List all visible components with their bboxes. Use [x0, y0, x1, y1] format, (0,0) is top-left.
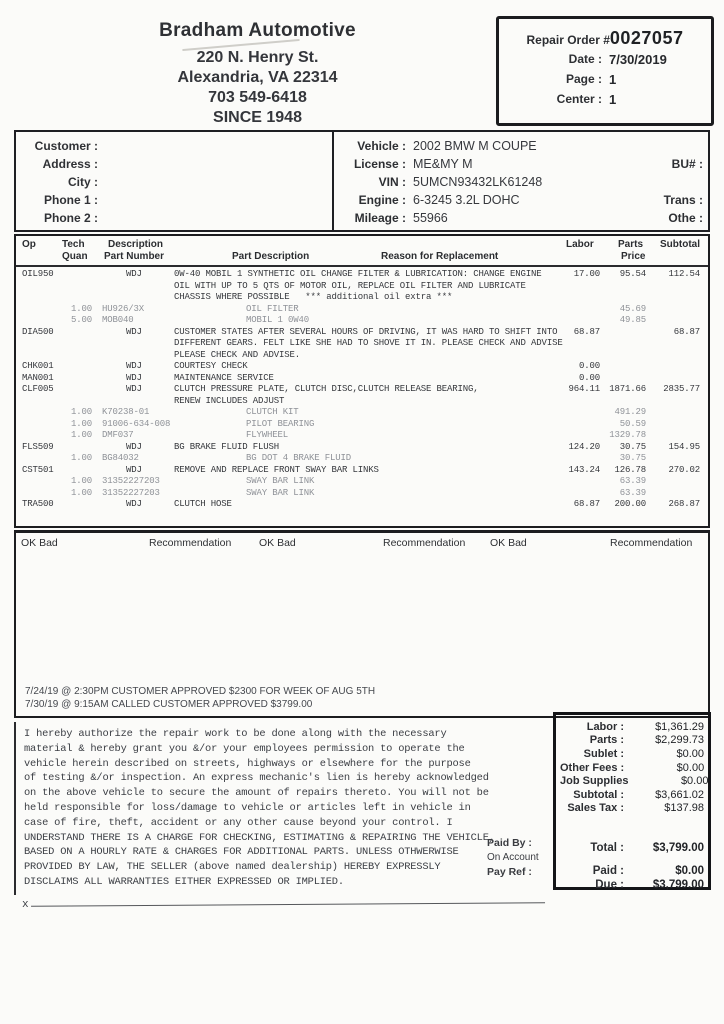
grand-total-rows	[560, 841, 704, 893]
col-header-parts: Parts	[618, 239, 644, 250]
vehicle-field-label-secondary: Othe :	[668, 211, 703, 225]
authorization-line: case of fire, theft, accident or any other cause beyond your control. I	[24, 816, 453, 829]
total-label: Labor :	[586, 720, 624, 733]
col-header-tech: Tech	[62, 239, 85, 250]
signature-line	[22, 894, 547, 911]
service-line	[16, 338, 708, 350]
subtotal-amount: 270.02	[668, 464, 700, 475]
vehicle-field-row	[338, 157, 706, 175]
grand-total-label: Due :	[595, 879, 624, 892]
grand-total-label: Total :	[590, 842, 624, 855]
total-row	[560, 774, 709, 788]
part-price: 63.39	[619, 487, 646, 498]
ok-bad-header: OK Bad	[21, 537, 58, 549]
line-items-header	[16, 236, 708, 267]
total-label: Parts :	[589, 734, 624, 747]
grand-total-row	[560, 841, 704, 856]
service-line	[16, 281, 708, 293]
approval-note: 7/30/19 @ 9:15AM CALLED CUSTOMER APPROVED $3799.00	[25, 698, 313, 710]
part-line	[16, 315, 708, 327]
part-quantity: 1.00	[70, 303, 92, 314]
col-header-op: Op	[22, 239, 36, 250]
repair-order-label: Repair Order #	[526, 33, 610, 47]
service-description: CHASSIS WHERE POSSIBLE *** additional oil extra ***	[174, 292, 453, 302]
payment-label: Pay Ref :	[487, 866, 532, 878]
inspection-panel	[14, 530, 710, 718]
approval-notes	[25, 686, 375, 711]
total-value: $137.98	[664, 802, 704, 815]
authorization-line: UNDERSTAND THERE IS A CHARGE FOR CHECKING, ESTIMATING & REPAIRING THE VEHICLE,	[24, 831, 495, 844]
part-number: K70238-01	[102, 407, 150, 417]
vehicle-field-value: 2002 BMW M COUPE	[413, 139, 537, 153]
total-row	[560, 761, 704, 775]
part-price: 50.59	[619, 418, 646, 429]
company-phone: 703 549-6418	[208, 89, 307, 106]
service-line	[16, 442, 708, 454]
part-line	[16, 430, 708, 442]
part-quantity: 1.00	[70, 487, 92, 498]
part-quantity: 1.00	[70, 476, 92, 486]
service-line	[16, 499, 708, 511]
col-header-reason: Reason for Replacement	[381, 251, 499, 262]
totals-rows	[560, 720, 709, 815]
part-description: BG DOT 4 BRAKE FLUID	[246, 453, 352, 463]
recommendation-header: Recommendation	[610, 537, 693, 549]
vehicle-field-label: License :	[353, 157, 406, 171]
service-description: CLUTCH HOSE	[174, 499, 232, 509]
labor-amount: 964.11	[568, 384, 600, 394]
service-line	[16, 350, 708, 362]
part-price: 30.75	[619, 453, 646, 463]
service-description: PLEASE CHECK AND ADVISE.	[174, 349, 301, 360]
total-label: Other Fees :	[560, 761, 625, 774]
op-code: CHK001	[22, 361, 54, 371]
part-number: 31352227203	[102, 487, 160, 498]
tech-code: WDJ	[126, 384, 142, 394]
vehicle-field-label: Engine :	[358, 193, 406, 207]
part-number: MOB040	[102, 315, 134, 325]
payment-label: Paid By :	[487, 837, 532, 849]
tech-code: WDJ	[126, 361, 142, 371]
grand-total-value: $3,799.00	[652, 842, 704, 855]
part-description: SWAY BAR LINK	[246, 476, 315, 486]
part-quantity: 1.00	[70, 407, 92, 417]
vehicle-field-label: Vehicle :	[357, 139, 406, 153]
service-line	[16, 327, 708, 339]
part-description: FLYWHEEL	[246, 430, 289, 440]
vehicle-field-label: Mileage :	[354, 211, 406, 225]
grand-total-row	[560, 864, 704, 879]
parts-amount: 95.54	[619, 269, 646, 279]
company-name: Bradham Automotive	[159, 20, 356, 41]
line-items-body	[16, 267, 708, 511]
part-number: HU926/3X	[102, 303, 145, 314]
service-description: MAINTENANCE SERVICE	[174, 372, 274, 383]
vehicle-field-label-secondary: BU# :	[671, 157, 703, 171]
part-price: 49.85	[619, 315, 646, 325]
date-value: 7/30/2019	[609, 51, 667, 67]
col-header-part-number: Part Number	[104, 251, 165, 262]
part-line	[16, 476, 708, 488]
authorization-line: I hereby authorize the repair work to be done along with the necessary	[24, 728, 447, 740]
tech-code: WDJ	[126, 499, 142, 509]
grand-total-value: $3,799.00	[652, 879, 704, 892]
authorization-line: DISCLAIMS ALL WARRANTIES EITHER EXPRESSED OR IMPLIED.	[24, 875, 344, 888]
part-price: 491.29	[614, 407, 646, 417]
part-price: 1329.78	[609, 430, 646, 440]
total-label: Sublet :	[583, 747, 624, 760]
approval-note: 7/24/19 @ 2:30PM CUSTOMER APPROVED $2300 FOR WEEK OF AUG 5TH	[25, 686, 376, 697]
grand-total-value: $0.00	[675, 864, 704, 877]
col-header-description: Description	[108, 239, 164, 250]
service-line	[16, 269, 708, 281]
part-price: 63.39	[619, 476, 646, 486]
vehicle-field-label-secondary: Trans :	[663, 193, 703, 207]
total-label: Sales Tax :	[567, 802, 624, 815]
part-description: MOBIL 1 0W40	[246, 315, 310, 325]
total-row	[560, 747, 704, 761]
service-description: BG BRAKE FLUID FLUSH	[174, 441, 280, 452]
part-price: 45.69	[619, 303, 646, 314]
total-row	[560, 788, 704, 802]
payment-method-labels	[487, 836, 539, 880]
col-header-labor: Labor	[566, 239, 594, 250]
total-label: Job Supplies	[560, 775, 629, 788]
center-label: Center :	[556, 92, 602, 106]
company-since: SINCE 1948	[213, 109, 302, 126]
customer-field-label: Phone 2 :	[43, 211, 98, 225]
customer-vehicle-panel	[14, 130, 710, 232]
vehicle-field-row	[338, 175, 706, 193]
service-description: RENEW INCLUDES ADJUST	[174, 395, 285, 406]
signature-underline	[31, 890, 545, 907]
op-code: OIL950	[22, 269, 54, 279]
subtotal-amount: 2835.77	[663, 384, 700, 394]
op-code: CST501	[22, 464, 54, 475]
subtotal-amount: 68.87	[673, 326, 700, 337]
recommendation-header: Recommendation	[383, 537, 466, 549]
part-line	[16, 419, 708, 431]
subtotal-amount: 268.87	[668, 499, 700, 509]
parts-amount: 1871.66	[609, 384, 646, 394]
vehicle-field-label: VIN :	[378, 175, 406, 189]
legal-left-border	[14, 722, 16, 895]
part-description: OIL FILTER	[246, 303, 299, 314]
vehicle-field-row	[338, 211, 706, 229]
line-items-table	[14, 234, 710, 528]
customer-field-label: City :	[68, 175, 98, 189]
part-quantity: 1.00	[70, 418, 92, 429]
tech-code: WDJ	[126, 372, 142, 383]
part-description: CLUTCH KIT	[246, 407, 299, 417]
col-header-price: Price	[621, 251, 646, 262]
service-description: COURTESY CHECK	[174, 361, 248, 371]
service-description: OIL WITH UP TO 5 QTS OF MOTOR OIL, REPLACE OIL FILTER AND LUBRICATE	[174, 280, 526, 291]
authorization-line: PROVIDED BY LAW, THE SELLER (above named dealership) HEREBY EXPRESSLY	[24, 861, 441, 874]
total-row	[560, 734, 704, 748]
col-header-part-description: Part Description	[232, 251, 310, 262]
op-code: CLF005	[22, 384, 54, 394]
service-line	[16, 396, 708, 408]
authorization-line: BASED ON A HOURLY RATE & CHARGES FOR ADDITIONAL PARTS. UNLESS OTHWERWISE	[24, 846, 459, 859]
totals-panel	[553, 712, 711, 890]
repair-order-box	[496, 16, 714, 126]
service-description: DIFFERENT GEARS. FELT LIKE SHE HAD TO SHOVE IT IN. PLEASE CHECK AND ADVISE	[174, 338, 563, 348]
total-row	[560, 720, 704, 734]
tech-code: WDJ	[126, 269, 142, 279]
part-line	[16, 488, 708, 500]
company-city: Alexandria, VA 22314	[177, 69, 338, 86]
total-label: Subtotal :	[573, 788, 624, 801]
part-description: PILOT BEARING	[246, 418, 315, 429]
payment-label: On Account	[487, 851, 539, 863]
labor-amount: 17.00	[573, 269, 600, 279]
vehicle-field-value: 5UMCN93432LK61248	[413, 175, 543, 189]
vehicle-field-value: ME&MY M	[413, 157, 473, 171]
total-value: $0.00	[676, 761, 705, 774]
parts-amount: 126.78	[614, 464, 646, 475]
service-description: CLUTCH PRESSURE PLATE, CLUTCH DISC,CLUTCH RELEASE BEARING,	[174, 384, 479, 394]
parts-amount: 30.75	[619, 441, 646, 452]
authorization-line: material & hereby grant you &/or your employees permission to operate the	[24, 742, 465, 755]
signature-x: x	[22, 899, 29, 911]
part-line	[16, 304, 708, 316]
vehicle-field-row	[338, 193, 706, 211]
authorization-line: on the above vehicle to secure the amount of repairs thereto. You will not be	[24, 787, 489, 800]
op-code: FLS509	[22, 441, 54, 452]
grand-total-label: Paid :	[592, 864, 624, 877]
service-line	[16, 361, 708, 373]
tech-code: WDJ	[126, 441, 142, 452]
labor-amount: 68.87	[573, 326, 600, 337]
labor-amount: 124.20	[568, 441, 600, 452]
total-value: $0.00	[680, 775, 709, 788]
customer-info	[16, 139, 98, 229]
tech-code: WDJ	[126, 326, 142, 337]
tech-code: WDJ	[126, 464, 142, 475]
order-date-row	[499, 49, 711, 69]
repair-order-number-line	[499, 28, 711, 49]
date-label: Date :	[568, 52, 602, 66]
labor-amount: 68.87	[573, 499, 600, 509]
vehicle-info	[338, 139, 706, 229]
vehicle-field-value: 55966	[413, 211, 448, 225]
total-row	[560, 802, 704, 816]
customer-field-label: Phone 1 :	[43, 193, 98, 207]
total-value: $1,361.29	[655, 720, 704, 733]
authorization-line: held responsible for loss/damage to vehicle or articles left in vehicle in	[24, 801, 471, 814]
ok-bad-header: OK Bad	[259, 537, 296, 549]
op-code: TRA500	[22, 499, 54, 509]
repair-order-number: 0027057	[609, 28, 684, 48]
total-value: $3,661.02	[655, 788, 704, 801]
part-number: 91006-634-008	[102, 418, 171, 429]
col-header-quan: Quan	[62, 251, 88, 262]
panel-divider	[332, 132, 334, 230]
service-description: 0W-40 MOBIL 1 SYNTHETIC OIL CHANGE FILTER & LUBRICATION: CHANGE ENGINE	[174, 269, 542, 279]
recommendation-header: Recommendation	[149, 537, 232, 549]
part-number: BG84032	[102, 453, 139, 463]
subtotal-amount: 154.95	[668, 441, 700, 452]
order-center-row	[499, 89, 711, 109]
labor-amount: 0.00	[578, 372, 600, 383]
part-line	[16, 407, 708, 419]
col-header-subtotal: Subtotal	[660, 239, 700, 250]
authorization-line: of testing &/or inspection. An express mechanic's lien is hereby acknowledged	[24, 772, 489, 785]
vehicle-field-value: 6-3245 3.2L DOHC	[413, 193, 520, 207]
order-page-row	[499, 69, 711, 89]
grand-total-row	[560, 878, 704, 893]
company-address: 220 N. Henry St.	[196, 49, 319, 66]
parts-amount: 200.00	[614, 499, 646, 509]
part-quantity: 1.00	[70, 430, 92, 440]
service-line	[16, 292, 708, 304]
ok-bad-header: OK Bad	[490, 537, 527, 549]
service-line	[16, 384, 708, 396]
service-line	[16, 465, 708, 477]
authorization-text	[24, 727, 549, 890]
part-description: SWAY BAR LINK	[246, 487, 315, 498]
vehicle-field-row	[338, 139, 706, 157]
total-value: $0.00	[676, 747, 704, 760]
subtotal-amount: 112.54	[668, 269, 700, 279]
labor-amount: 143.24	[568, 464, 600, 475]
service-line	[16, 373, 708, 385]
op-code: MAN001	[22, 372, 54, 383]
customer-field-label: Address :	[42, 157, 98, 171]
service-description: REMOVE AND REPLACE FRONT SWAY BAR LINKS	[174, 464, 379, 475]
page-value: 1	[609, 71, 617, 87]
part-quantity: 1.00	[70, 453, 92, 463]
page-label: Page :	[565, 72, 602, 86]
customer-field-label: Customer :	[34, 139, 98, 153]
labor-amount: 0.00	[578, 361, 600, 371]
service-description: CUSTOMER STATES AFTER SEVERAL HOURS OF DRIVING, IT WAS HARD TO SHIFT INTO	[174, 326, 558, 337]
op-code: DIA500	[22, 326, 54, 337]
part-quantity: 5.00	[70, 315, 92, 325]
part-line	[16, 453, 708, 465]
center-value: 1	[609, 91, 617, 107]
part-number: DMF037	[102, 430, 134, 440]
part-number: 31352227203	[102, 476, 160, 486]
authorization-line: vehicle herein described on streets, highways or elsewhere for the purpose	[24, 757, 471, 770]
company-header	[75, 20, 440, 128]
total-value: $2,299.73	[655, 734, 704, 747]
